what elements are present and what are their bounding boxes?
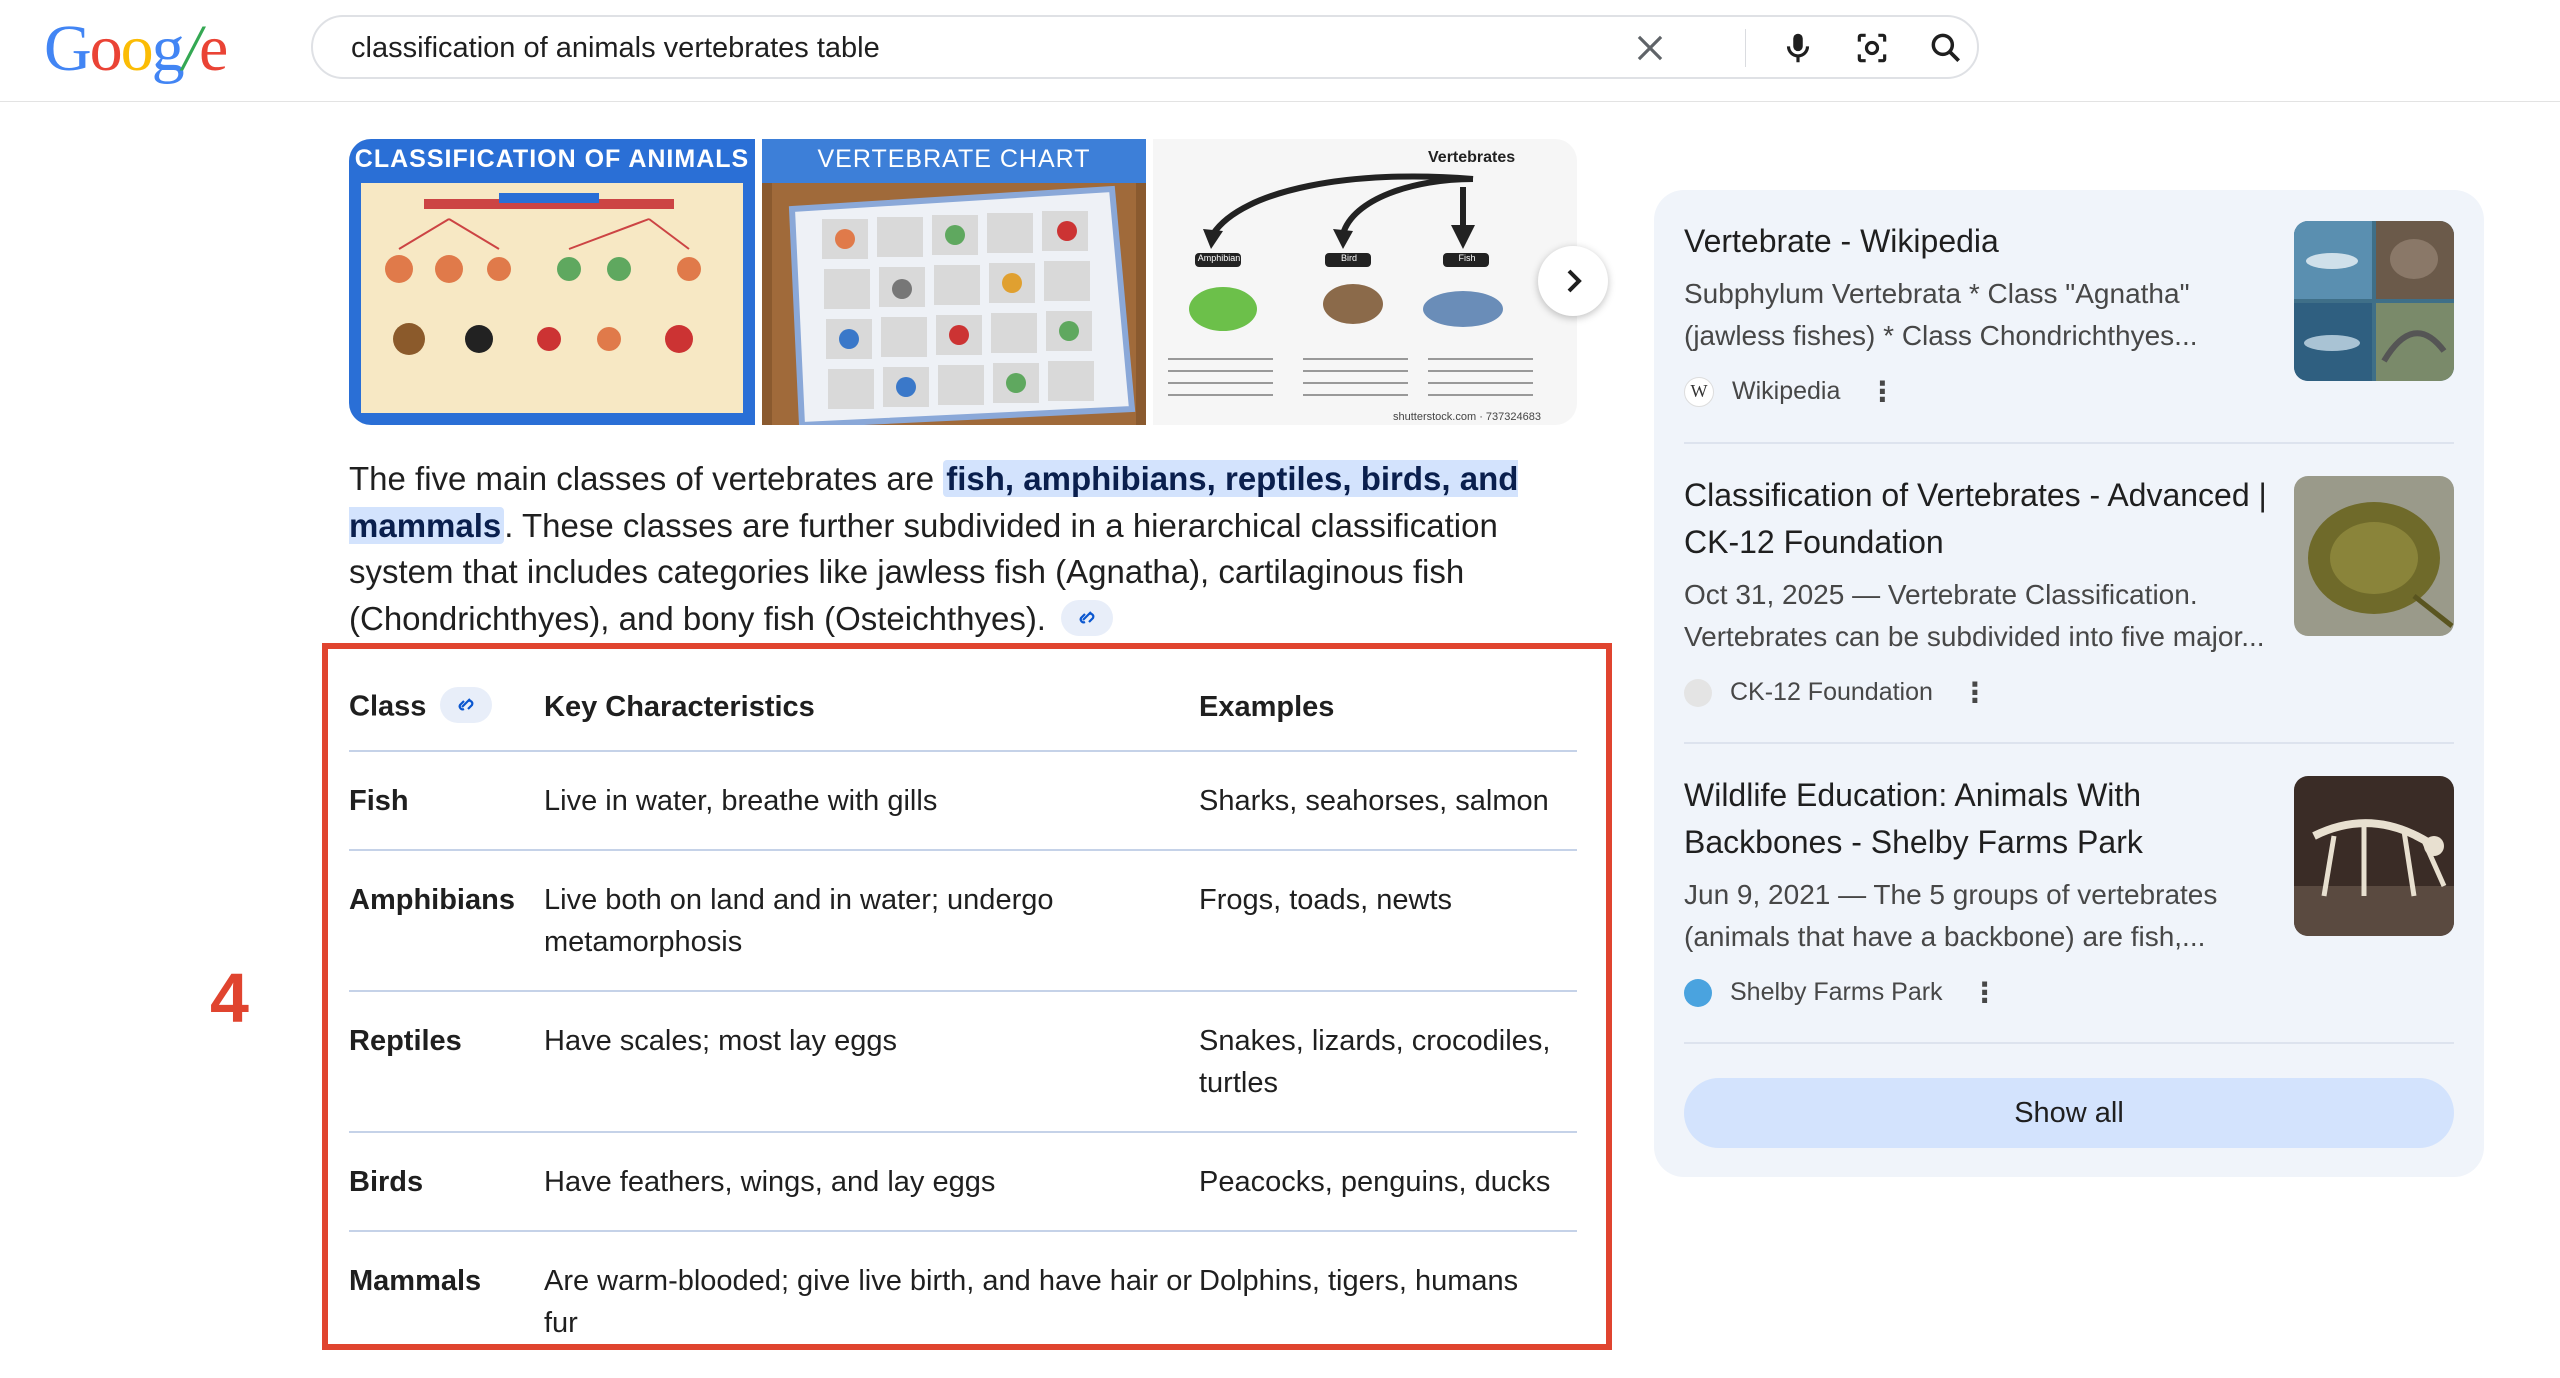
source-title[interactable]: Wildlife Education: Animals With Backbones - Shelby Farms Park <box>1684 777 2143 860</box>
table-cell-class: Birds <box>349 1166 424 1198</box>
source-title[interactable]: Vertebrate - Wikipedia <box>1684 223 1999 259</box>
image-title: VERTEBRATE CHART <box>817 145 1091 173</box>
source-site-name: Shelby Farms Park <box>1730 978 1943 1006</box>
table-row <box>349 1132 1577 1231</box>
image-label: Amphibian <box>1197 253 1241 263</box>
table-cell-class: Mammals <box>349 1265 482 1297</box>
source-snippet: Subphylum Vertebrata * Class "Agnatha" (jawless fishes) * Class Chondrichthyes... <box>1684 278 2198 351</box>
source-site <box>1684 676 2454 709</box>
divider <box>1684 742 2454 744</box>
table-row <box>349 751 1577 850</box>
image-thumbnail[interactable] <box>349 139 755 425</box>
image-thumbnail[interactable] <box>762 139 1146 425</box>
table-cell-characteristics: Live both on land and in water; undergo metamorphosis <box>544 884 1054 958</box>
table-cell-examples: Frogs, toads, newts <box>1199 884 1453 916</box>
table-header-row <box>349 665 1577 751</box>
image-credit: shutterstock.com · 737324683 <box>1393 411 1541 423</box>
image-thumbnail[interactable] <box>1153 139 1577 425</box>
source-site-name: Wikipedia <box>1732 377 1841 405</box>
image-carousel <box>349 139 1577 425</box>
table-cell-characteristics: Live in water, breathe with gills <box>544 785 938 817</box>
table-cell-class: Reptiles <box>349 1025 462 1057</box>
source-link-button[interactable] <box>1061 600 1113 636</box>
table-header <box>349 665 544 751</box>
ck12-favicon-icon <box>1684 679 1712 707</box>
more-options-icon[interactable]: ⋮ <box>1970 977 1999 1008</box>
overview-text: The five main classes of vertebrates are <box>349 460 944 497</box>
source-thumbnail[interactable] <box>2294 776 2454 936</box>
search-input[interactable]: classification of animals vertebrates table <box>351 32 880 64</box>
link-icon <box>1061 600 1113 636</box>
header <box>0 0 2560 102</box>
carousel-next-button[interactable] <box>1538 246 1608 316</box>
table-cell-characteristics: Are warm-blooded; give live birth, and have hair or fur <box>544 1265 1192 1339</box>
lens-icon[interactable] <box>1853 29 1891 67</box>
show-all-button[interactable]: Show all <box>1684 1078 2454 1148</box>
more-options-icon[interactable]: ⋮ <box>1960 677 1989 708</box>
search-divider <box>1745 29 1746 67</box>
table-cell-characteristics: Have scales; most lay eggs <box>544 1025 897 1057</box>
stingray-picture <box>2294 476 2454 636</box>
more-options-icon[interactable]: ⋮ <box>1868 376 1897 407</box>
image-label: Fish <box>1458 253 1476 263</box>
close-icon[interactable] <box>1631 29 1669 67</box>
table-header: Key Characteristics <box>544 691 815 723</box>
vertebrates-collage-picture <box>2294 221 2454 381</box>
source-thumbnail[interactable] <box>2294 221 2454 381</box>
wikipedia-favicon-icon: W <box>1684 377 1714 407</box>
source-title[interactable]: Classification of Vertebrates - Advanced | CK-12 Foundation <box>1684 477 2267 560</box>
table-header-label: Class <box>349 690 427 723</box>
google-logo[interactable]: Goog/e <box>44 12 227 85</box>
overview-text: . These classes are further subdivided in a hierarchical classification system that includes categories like jawless fish (Agnatha), cartilaginous fish (Chondrichthyes), and bony fish (Osteichthyes). <box>349 506 1498 637</box>
vertebrate-chart-picture <box>762 139 1146 425</box>
divider <box>1684 442 2454 444</box>
table-cell-examples: Sharks, seahorses, salmon <box>1199 785 1549 817</box>
overview-highlight: fish, amphibians, reptiles, birds, and mammals <box>349 460 1519 544</box>
image-label: Vertebrates <box>1428 149 1516 166</box>
table-row <box>349 1231 1577 1371</box>
source-site <box>1684 976 2454 1009</box>
skeleton-picture <box>2294 776 2454 936</box>
table-header: Examples <box>1199 691 1335 723</box>
link-icon <box>440 687 492 723</box>
table-cell-examples: Snakes, lizards, crocodiles, turtles <box>1199 1025 1551 1099</box>
image-title: CLASSIFICATION OF ANIMALS <box>354 145 750 173</box>
table-cell-class: Amphibians <box>349 884 515 916</box>
source-snippet: Jun 9, 2021 — The 5 groups of vertebrates (animals that have a backbone) are fish,... <box>1684 879 2218 952</box>
table-source-link-button[interactable] <box>440 687 492 723</box>
source-thumbnail[interactable] <box>2294 476 2454 636</box>
vertebrates-diagram-picture <box>1153 139 1577 425</box>
image-label: Bird <box>1340 253 1357 263</box>
sources-panel <box>1654 190 2484 1177</box>
shelby-farms-favicon-icon <box>1684 979 1712 1007</box>
table-row <box>349 850 1577 991</box>
chevron-right-icon <box>1538 246 1608 316</box>
mic-icon[interactable] <box>1779 29 1817 67</box>
divider <box>1684 1042 2454 1044</box>
overview-paragraph <box>349 456 1589 642</box>
table-cell-characteristics: Have feathers, wings, and lay eggs <box>544 1166 996 1198</box>
annotation-step-number: 4 <box>210 959 249 1037</box>
search-icon[interactable] <box>1927 29 1965 67</box>
table-cell-examples: Dolphins, tigers, humans <box>1199 1265 1519 1297</box>
source-snippet: Oct 31, 2025 — Vertebrate Classification. Vertebrates can be subdivided into five major... <box>1684 579 2265 652</box>
source-site-name: CK-12 Foundation <box>1730 678 1933 706</box>
table-row <box>349 991 1577 1132</box>
table-cell-class: Fish <box>349 785 409 817</box>
search-box[interactable] <box>311 15 1979 79</box>
classification-chart-picture <box>349 139 755 425</box>
table-cell-examples: Peacocks, penguins, ducks <box>1199 1166 1551 1198</box>
vertebrate-classes-table <box>349 665 1577 1371</box>
